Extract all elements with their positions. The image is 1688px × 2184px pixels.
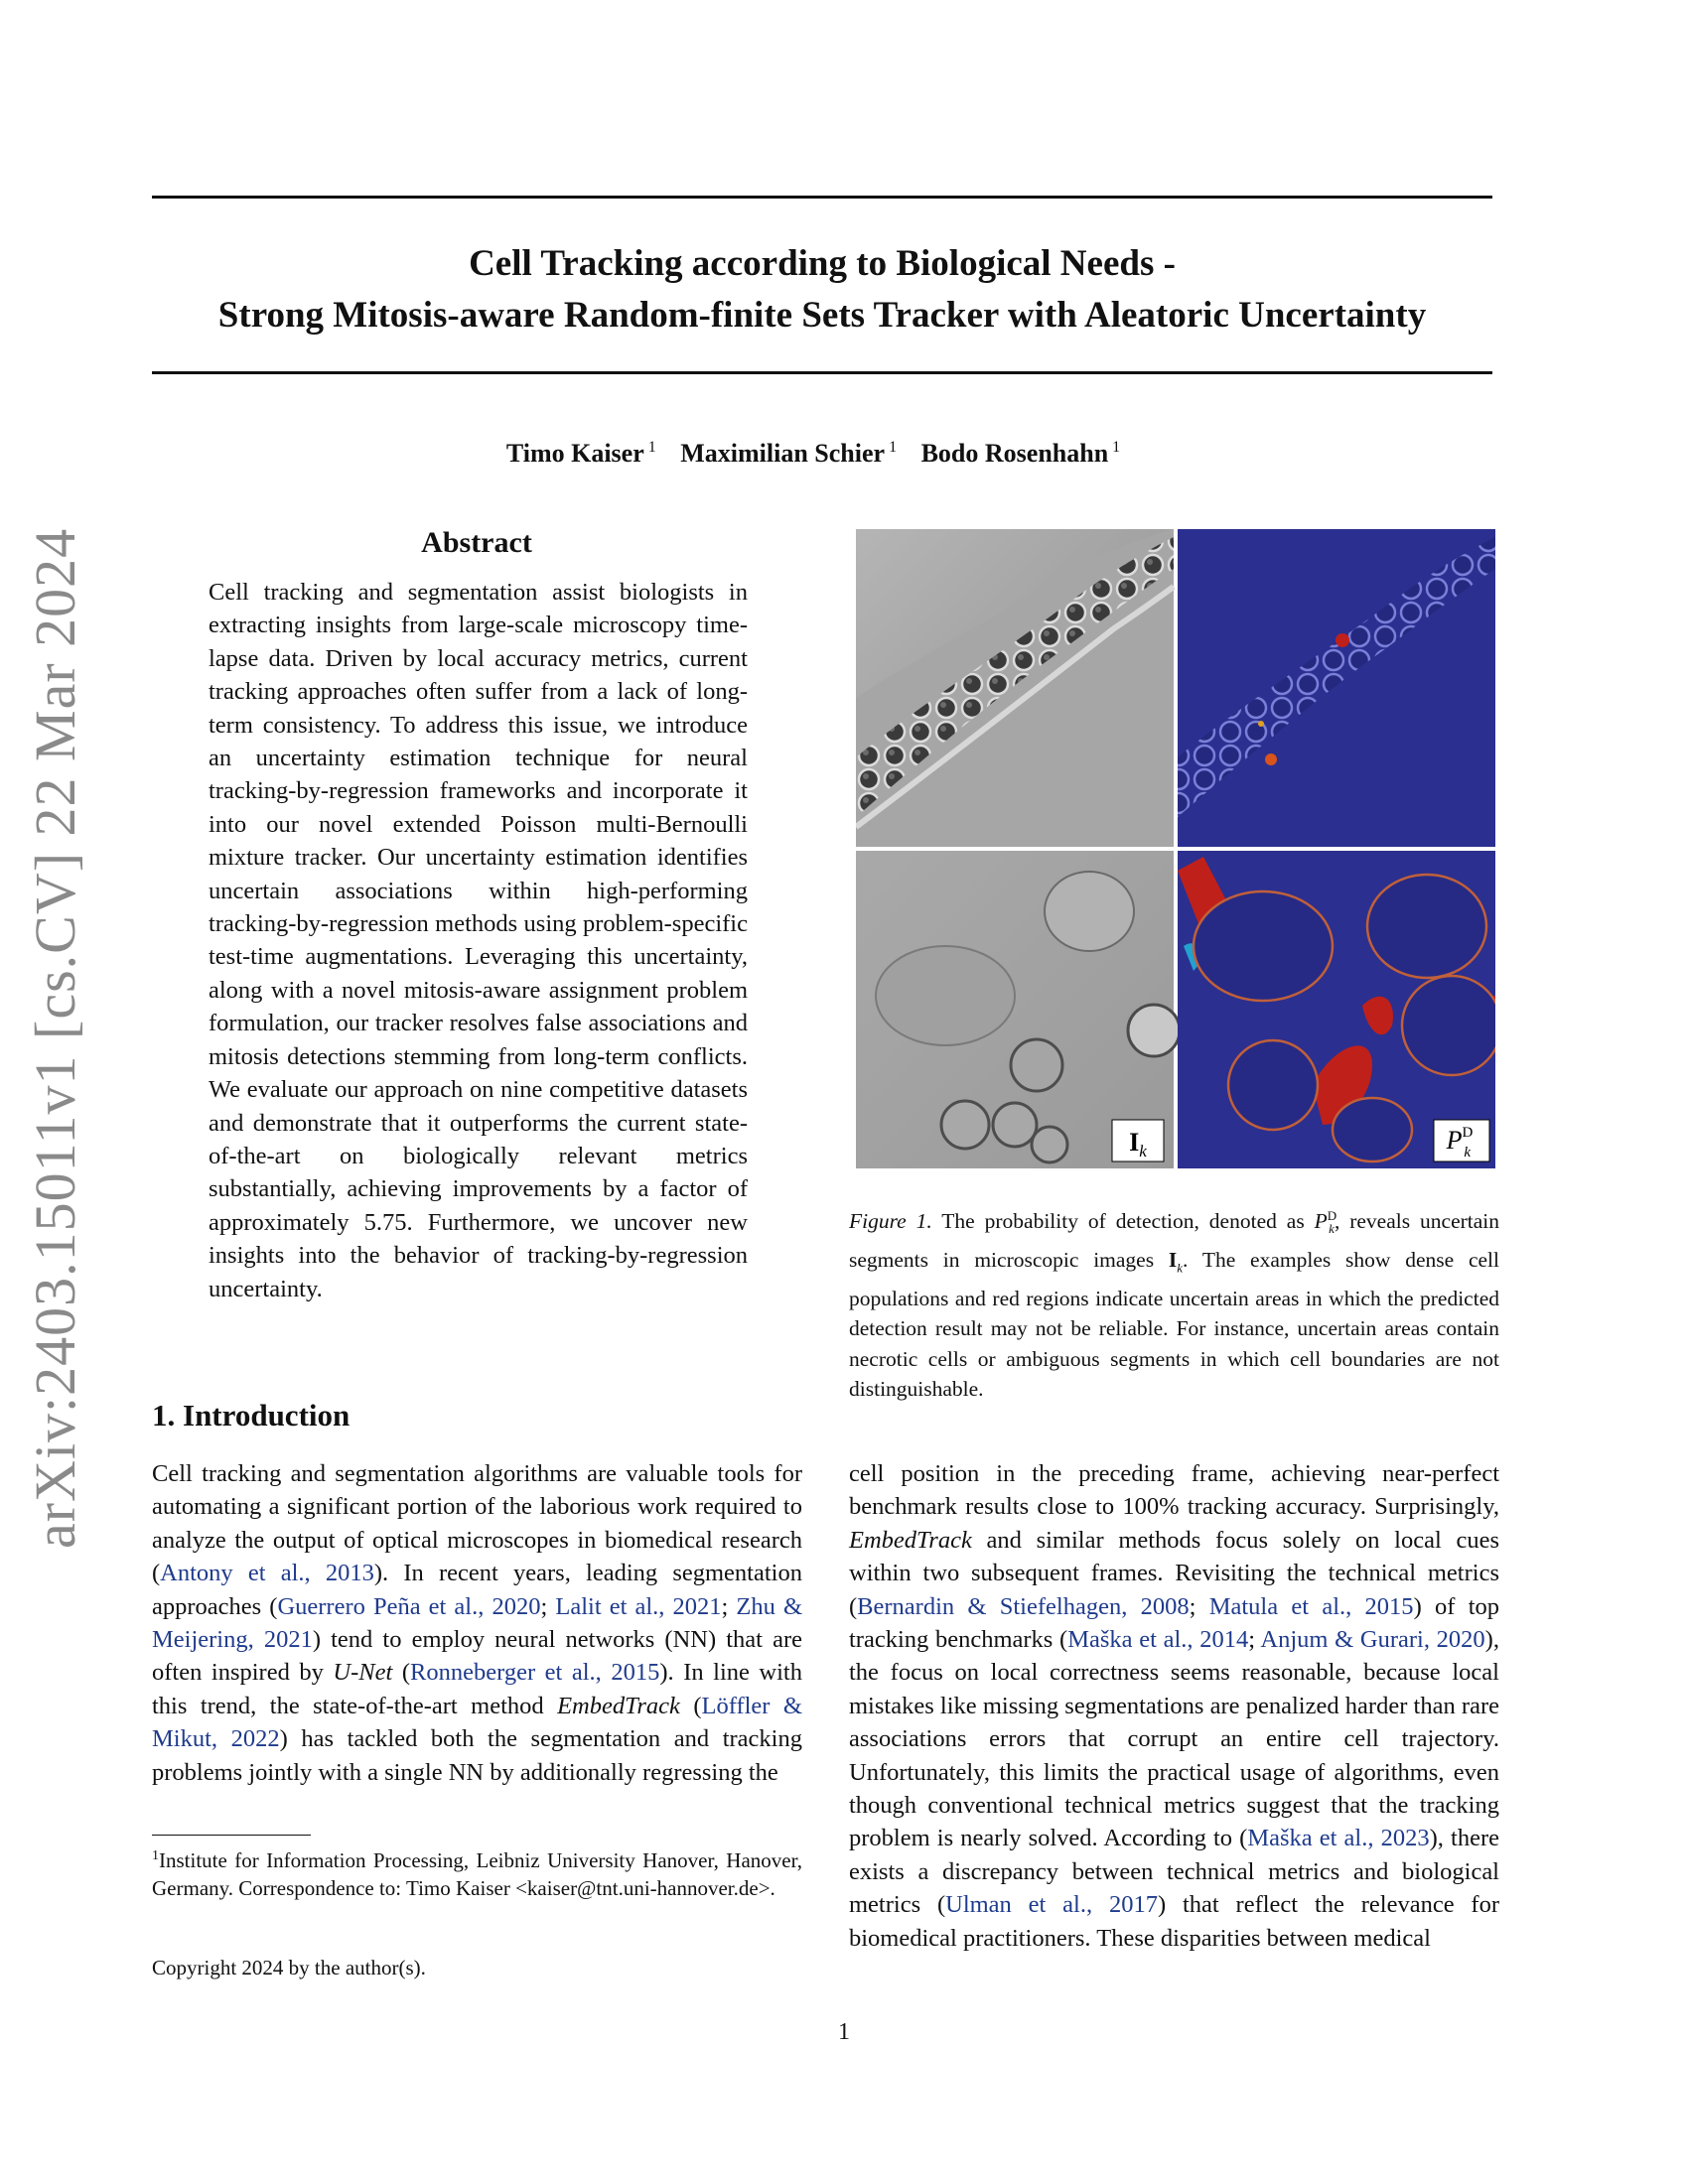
author-name: Timo Kaiser	[505, 439, 644, 468]
body-text: ;	[721, 1592, 737, 1620]
body-text: ) of top tracking benchmarks (	[849, 1592, 1499, 1654]
body-text: and similar methods focus solely on local cues within two subsequent frames. Revisiting the technical metrics (	[849, 1526, 1499, 1620]
title-line-1: Cell Tracking according to Biological Needs -	[469, 243, 1176, 284]
figure-caption	[849, 1201, 1499, 1405]
body-text: ). In recent years, leading segmentation approaches (	[152, 1560, 802, 1620]
arxiv-identifier: arXiv:2403.15011v1 [cs.CV] 22 Mar 2024	[23, 527, 87, 1549]
caption-text: . The examples show dense cell populations and red regions indicate uncertain areas in which the predicted detection result may not be reliable. For instance, uncertain areas contain necrotic cells or ambiguous segments in which cell boundaries are not distinguishable.	[849, 1247, 1499, 1402]
caption-text: , reveals uncertain segments in microscopic images	[849, 1209, 1500, 1272]
panel-bottom-left	[856, 851, 1180, 1168]
caption-symbol: P	[1314, 1209, 1328, 1234]
footnote-mark: 1	[152, 1848, 159, 1863]
intro-left-column	[152, 1457, 802, 1789]
paper-title	[152, 238, 1492, 341]
citation-link[interactable]: Maška et al., 2023	[1247, 1825, 1430, 1852]
caption-symbol: I	[1168, 1247, 1178, 1272]
citation-link[interactable]: Maška et al., 2014	[1067, 1626, 1249, 1654]
author-affiliation: 1	[1112, 439, 1121, 457]
caption-symbol-sub: k	[1329, 1221, 1335, 1237]
caption-label: Figure 1.	[849, 1209, 932, 1234]
figure-1-panels	[856, 529, 1495, 1168]
abstract-heading: Abstract	[421, 526, 532, 559]
italic-term: EmbedTrack	[849, 1526, 972, 1554]
copyright-notice: Copyright 2024 by the author(s).	[152, 1956, 426, 1979]
title-top-rule	[152, 196, 1492, 199]
citation-link[interactable]: Ulman et al., 2017	[945, 1891, 1158, 1919]
body-text: ) tend to employ neural networks (NN) that are often inspired by	[152, 1626, 802, 1687]
body-text: ) that reflect the relevance for biomedical practitioners. These disparities between medical	[849, 1891, 1499, 1952]
body-text: Cell tracking and segmentation algorithms are valuable tools for automating a significant portion of the laborious work required to analyze the output of optical microscopes in biomedical research (	[152, 1460, 802, 1587]
body-text: ). In line with this trend, the state-of-the-art method	[152, 1659, 802, 1719]
body-text: (	[679, 1692, 702, 1719]
citation-link[interactable]: Bernardin & Stiefelhagen, 2008	[857, 1592, 1190, 1620]
title-line-2: Strong Mitosis-aware Random-finite Sets Tracker with Aleatoric Uncertainty	[217, 295, 1427, 336]
author-name: Maximilian Schier	[680, 439, 886, 468]
panel-bottom-right	[1178, 851, 1495, 1168]
figure-1	[856, 529, 1495, 1168]
caption-symbol-sup: D	[1327, 1208, 1337, 1223]
label-image: $I_k$	[1129, 1128, 1147, 1160]
citation-link[interactable]: Antony et al., 2013	[160, 1560, 374, 1587]
author-affiliation: 1	[647, 439, 656, 457]
caption-symbol-sub: k	[1177, 1260, 1184, 1276]
body-text: cell position in the preceding frame, achieving near-perfect benchmark results close to 100% tracking accuracy. Surprisingly,	[849, 1460, 1499, 1521]
footnote-text: Institute for Information Processing, Leibniz University Hanover, Hanover, Germany. Correspondence to: Timo Kaiser <kaiser@tnt.uni-hannover.de>.	[152, 1848, 802, 1900]
citation-link[interactable]: Ronneberger et al., 2015	[410, 1659, 660, 1687]
citation-link[interactable]: Löffler & Mikut, 2022	[152, 1692, 802, 1753]
body-text: ;	[540, 1592, 556, 1620]
footnote-rule	[152, 1835, 311, 1836]
section-heading-introduction: 1. Introduction	[152, 1398, 351, 1433]
citation-link[interactable]: Guerrero Peña et al., 2020	[277, 1592, 541, 1620]
title-bottom-rule	[152, 371, 1492, 374]
body-text: ) has tackled both the segmentation and tracking problems jointly with a single NN by additionally regressing the	[152, 1725, 802, 1786]
italic-term: EmbedTrack	[557, 1692, 680, 1719]
footnote	[152, 1843, 802, 1902]
body-text: ;	[1248, 1626, 1261, 1654]
panel-top-right	[1178, 529, 1495, 847]
body-text: ;	[1189, 1592, 1209, 1620]
citation-link[interactable]: Zhu & Meijering, 2021	[152, 1592, 803, 1654]
body-text: ), there exists a discrepancy between technical metrics and biological metrics (	[849, 1825, 1499, 1919]
citation-link[interactable]: Anjum & Gurari, 2020	[1260, 1626, 1485, 1654]
body-text: ), the focus on local correctness seems reasonable, because local mistakes like missing segmentations are penalized harder than rare associations errors that corrupt an entire cell trajectory. Unfortunately, this limits the practical usage of algorithms, even though conventional technical metrics suggest that the tracking problem is nearly solved. According to (	[849, 1626, 1499, 1852]
citation-link[interactable]: Lalit et al., 2021	[555, 1592, 722, 1620]
label-probability: $P^D$ k	[1446, 1125, 1474, 1160]
author-list	[152, 439, 1492, 469]
italic-term: U-Net	[333, 1659, 393, 1687]
caption-text: The probability of detection, denoted as	[931, 1209, 1315, 1234]
panel-top-left	[856, 529, 1174, 847]
author-affiliation: 1	[889, 439, 898, 457]
abstract-text: Cell tracking and segmentation assist biologists in extracting insights from large-scale microscopy time-lapse data. Driven by local accuracy metrics, current tracking approaches often suffer from a lack of long-term consistency. To address this issue, we introduce an uncertainty estimation technique for neural tracking-by-regression frameworks and incorporate it into our novel extended Poisson multi-Bernoulli mixture tracker. Our uncertainty estimation identifies uncertain associations within high-performing tracking-by-regression methods using problem-specific test-time augmentations. Leveraging this uncertainty, along with a novel mitosis-aware assignment problem formulation, our tracker resolves false associations and mitosis detections stemming from long-term conflicts. We evaluate our approach on nine competitive datasets and demonstrate that it outperforms the current state-of-the-art on biologically relevant metrics substantially, achieving improvements by a factor of approximately 5.75. Furthermore, we uncover new insights into the behavior of tracking-by-regression uncertainty.	[209, 579, 748, 1302]
intro-right-column	[849, 1457, 1499, 1955]
body-text: (	[392, 1659, 411, 1687]
author-name: Bodo Rosenhahn	[920, 439, 1109, 468]
page-number: 1	[838, 2019, 850, 2045]
citation-link[interactable]: Matula et al., 2015	[1208, 1592, 1414, 1620]
